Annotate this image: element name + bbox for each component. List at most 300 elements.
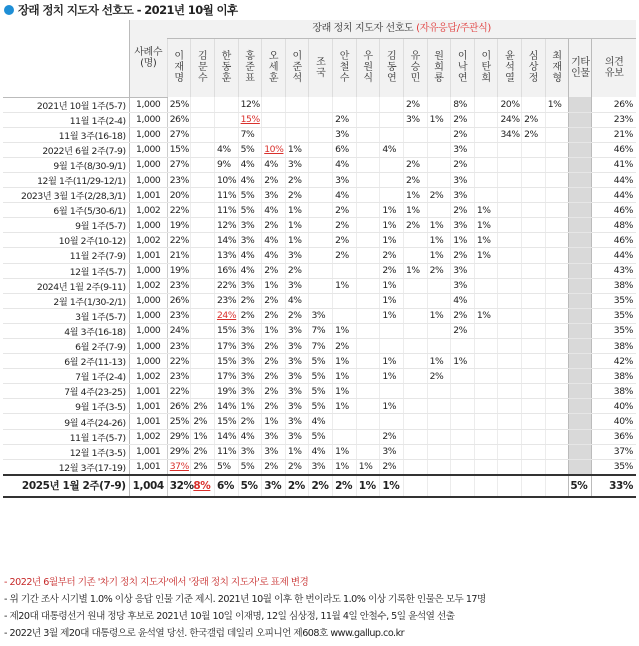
cell-hong-joonpyo: 3% — [238, 233, 262, 248]
row-sample-size: 1,000 — [129, 354, 167, 369]
cell-lee-nakyon — [451, 459, 475, 475]
cell-choi-jaehyung — [545, 263, 569, 278]
cell-kim-moonsoo — [191, 112, 215, 127]
cell-kim-dongyeon: 1% — [380, 233, 404, 248]
cell-han-donghoon: 11% — [214, 188, 238, 203]
cell-choi-jaehyung — [545, 172, 569, 187]
cell-han-donghoon: 12% — [214, 218, 238, 233]
candidate-header-hong-joonpyo: 홍 준 표 — [238, 38, 262, 97]
cell-cho-kuk — [309, 278, 333, 293]
cell-sim-sangjung — [522, 339, 546, 354]
cell-ahn-cheolsoo: 2% — [333, 233, 357, 248]
cell-kim-moonsoo — [191, 308, 215, 323]
cell-ahn-cheolsoo: 1% — [333, 399, 357, 414]
cell-ahn-cheolsoo: 2% — [333, 112, 357, 127]
row-period-label: 11월 2주(7-9) — [3, 248, 129, 263]
cell-lee-junseok: 3% — [285, 384, 309, 399]
row-period-label: 2022년 6월 2주(7-9) — [3, 142, 129, 157]
cell-lee-junseok: 3% — [285, 369, 309, 384]
cell-misc-person — [569, 127, 592, 142]
cell-oh-sehoon: 2% — [262, 308, 286, 323]
cell-lee-junseok: 3% — [285, 414, 309, 429]
cell-han-donghoon: 14% — [214, 399, 238, 414]
cell-kim-dongyeon: 2% — [380, 263, 404, 278]
row-period-label: 4월 3주(16-18) — [3, 323, 129, 338]
cell-hong-joonpyo: 3% — [238, 354, 262, 369]
cell-cho-kuk: 3% — [309, 308, 333, 323]
cell-lee-junseok: 2% — [285, 475, 309, 497]
cell-misc-person — [569, 278, 592, 293]
cell-han-donghoon: 14% — [214, 233, 238, 248]
cell-yoo-seungmin: 3% — [403, 112, 427, 127]
cell-misc-person — [569, 263, 592, 278]
cell-lee-nakyon — [451, 414, 475, 429]
table-row — [3, 188, 636, 203]
cell-lee-tanhee: 1% — [474, 308, 498, 323]
cell-yoon-sukyeol — [498, 278, 522, 293]
cell-oh-sehoon — [262, 112, 286, 127]
row-sample-size: 1,002 — [129, 203, 167, 218]
cell-sim-sangjung — [522, 444, 546, 459]
cell-han-donghoon: 15% — [214, 354, 238, 369]
row-sample-size: 1,000 — [129, 172, 167, 187]
cell-han-donghoon: 24% — [214, 308, 238, 323]
cell-ahn-cheolsoo — [333, 429, 357, 444]
cell-oh-sehoon: 2% — [262, 354, 286, 369]
cell-kim-dongyeon — [380, 384, 404, 399]
cell-lee-tanhee — [474, 142, 498, 157]
cell-hong-joonpyo: 12% — [238, 97, 262, 112]
cell-han-donghoon: 13% — [214, 248, 238, 263]
cell-lee-junseok: 3% — [285, 339, 309, 354]
cell-kim-dongyeon: 3% — [380, 444, 404, 459]
cell-yoon-sukyeol — [498, 459, 522, 475]
cell-lee-junseok: 2% — [285, 308, 309, 323]
cell-hong-joonpyo: 5% — [238, 459, 262, 475]
table-row — [3, 369, 636, 384]
cell-sim-sangjung — [522, 203, 546, 218]
candidate-header-lee-jaemyung: 이 재 명 — [167, 38, 191, 97]
cell-sim-sangjung — [522, 308, 546, 323]
cell-cho-kuk: 5% — [309, 384, 333, 399]
cell-won-heeryong — [427, 172, 451, 187]
cell-lee-tanhee — [474, 444, 498, 459]
cell-ahn-cheolsoo: 1% — [333, 459, 357, 475]
cell-oh-sehoon: 2% — [262, 384, 286, 399]
footnote-criteria: - 위 기간 조사 시기별 1.0% 이상 응답 인물 기준 제시. 2021년 10월 이후 한 번이라도 1.0% 이상 기록한 인물은 모두 17명 — [4, 594, 486, 605]
row-sample-size: 1,002 — [129, 429, 167, 444]
cell-lee-nakyon: 2% — [451, 127, 475, 142]
cell-lee-junseok: 3% — [285, 323, 309, 338]
cell-won-heeryong — [427, 384, 451, 399]
cell-oh-sehoon: 2% — [262, 459, 286, 475]
cell-kim-moonsoo — [191, 293, 215, 308]
cell-sim-sangjung — [522, 429, 546, 444]
table-row — [3, 203, 636, 218]
cell-ahn-cheolsoo: 1% — [333, 323, 357, 338]
cell-misc-person: 5% — [569, 475, 592, 497]
cell-lee-jaemyung: 22% — [167, 384, 191, 399]
cell-opinion-reserved: 42% — [592, 354, 636, 369]
cell-choi-jaehyung — [545, 475, 569, 497]
cell-lee-nakyon: 3% — [451, 172, 475, 187]
cell-misc-person — [569, 399, 592, 414]
cell-opinion-reserved: 46% — [592, 233, 636, 248]
cell-won-heeryong — [427, 157, 451, 172]
cell-han-donghoon: 6% — [214, 475, 238, 497]
opinion-reserved-header: 의견 유보 — [592, 38, 636, 97]
cell-misc-person — [569, 444, 592, 459]
cell-lee-tanhee — [474, 369, 498, 384]
cell-lee-junseok: 3% — [285, 248, 309, 263]
cell-yoon-sukyeol — [498, 142, 522, 157]
row-sample-size: 1,004 — [129, 475, 167, 497]
cell-sim-sangjung — [522, 399, 546, 414]
cell-lee-jaemyung: 27% — [167, 157, 191, 172]
cell-kim-moonsoo — [191, 339, 215, 354]
cell-han-donghoon — [214, 112, 238, 127]
cell-opinion-reserved: 35% — [592, 308, 636, 323]
cell-oh-sehoon: 1% — [262, 323, 286, 338]
cell-lee-jaemyung: 25% — [167, 97, 191, 112]
cell-oh-sehoon: 2% — [262, 339, 286, 354]
row-period-label: 2024년 1월 2주(9-11) — [3, 278, 129, 293]
cell-lee-jaemyung: 25% — [167, 414, 191, 429]
cell-han-donghoon — [214, 97, 238, 112]
cell-sim-sangjung — [522, 384, 546, 399]
cell-han-donghoon: 17% — [214, 369, 238, 384]
cell-won-heeryong — [427, 429, 451, 444]
cell-lee-nakyon: 1% — [451, 233, 475, 248]
cell-choi-jaehyung — [545, 339, 569, 354]
cell-opinion-reserved: 38% — [592, 369, 636, 384]
cell-kim-moonsoo: 2% — [191, 444, 215, 459]
cell-won-heeryong: 1% — [427, 218, 451, 233]
cell-lee-nakyon — [451, 444, 475, 459]
row-sample-size: 1,000 — [129, 339, 167, 354]
cell-choi-jaehyung — [545, 459, 569, 475]
cell-choi-jaehyung — [545, 112, 569, 127]
cell-woo-wonshik — [356, 203, 380, 218]
cell-cho-kuk — [309, 188, 333, 203]
cell-kim-dongyeon: 1% — [380, 293, 404, 308]
cell-hong-joonpyo: 2% — [238, 308, 262, 323]
cell-lee-jaemyung: 19% — [167, 263, 191, 278]
cell-yoo-seungmin: 1% — [403, 263, 427, 278]
cell-oh-sehoon: 1% — [262, 278, 286, 293]
cell-yoon-sukyeol: 34% — [498, 127, 522, 142]
cell-yoo-seungmin — [403, 127, 427, 142]
cell-yoo-seungmin — [403, 429, 427, 444]
cell-woo-wonshik — [356, 142, 380, 157]
cell-kim-moonsoo — [191, 354, 215, 369]
cell-lee-tanhee: 1% — [474, 248, 498, 263]
cell-kim-moonsoo — [191, 157, 215, 172]
cell-cho-kuk — [309, 233, 333, 248]
cell-won-heeryong: 2% — [427, 188, 451, 203]
row-sample-size: 1,001 — [129, 384, 167, 399]
cell-lee-tanhee — [474, 188, 498, 203]
cell-yoon-sukyeol: 24% — [498, 112, 522, 127]
cell-lee-junseok — [285, 97, 309, 112]
cell-ahn-cheolsoo: 3% — [333, 127, 357, 142]
cell-sim-sangjung — [522, 369, 546, 384]
cell-cho-kuk — [309, 248, 333, 263]
cell-opinion-reserved: 44% — [592, 172, 636, 187]
cell-kim-dongyeon — [380, 188, 404, 203]
candidate-header-kim-dongyeon: 김 동 연 — [380, 38, 404, 97]
table-row — [3, 218, 636, 233]
cell-cho-kuk: 5% — [309, 369, 333, 384]
cell-sim-sangjung — [522, 188, 546, 203]
cell-oh-sehoon: 2% — [262, 293, 286, 308]
cell-choi-jaehyung — [545, 384, 569, 399]
cell-lee-jaemyung: 27% — [167, 127, 191, 142]
cell-woo-wonshik — [356, 323, 380, 338]
cell-kim-moonsoo — [191, 263, 215, 278]
cell-opinion-reserved: 40% — [592, 414, 636, 429]
cell-lee-nakyon — [451, 429, 475, 444]
cell-opinion-reserved: 40% — [592, 399, 636, 414]
cell-han-donghoon: 16% — [214, 263, 238, 278]
cell-woo-wonshik — [356, 218, 380, 233]
cell-kim-dongyeon: 1% — [380, 203, 404, 218]
cell-cho-kuk: 4% — [309, 444, 333, 459]
cell-opinion-reserved: 37% — [592, 444, 636, 459]
cell-woo-wonshik — [356, 399, 380, 414]
row-period-label: 12월 3주(17-19) — [3, 459, 129, 475]
cell-woo-wonshik — [356, 172, 380, 187]
cell-lee-jaemyung: 22% — [167, 203, 191, 218]
table-row — [3, 142, 636, 157]
cell-won-heeryong — [427, 399, 451, 414]
cell-lee-jaemyung: 22% — [167, 233, 191, 248]
cell-sim-sangjung — [522, 233, 546, 248]
cell-han-donghoon: 17% — [214, 339, 238, 354]
cell-woo-wonshik — [356, 293, 380, 308]
cell-woo-wonshik — [356, 97, 380, 112]
cell-han-donghoon: 9% — [214, 157, 238, 172]
cell-hong-joonpyo: 4% — [238, 248, 262, 263]
cell-hong-joonpyo: 7% — [238, 127, 262, 142]
table-row — [3, 339, 636, 354]
cell-yoo-seungmin — [403, 354, 427, 369]
cell-lee-nakyon: 3% — [451, 278, 475, 293]
cell-won-heeryong — [427, 414, 451, 429]
cell-cho-kuk — [309, 142, 333, 157]
cell-hong-joonpyo: 4% — [238, 157, 262, 172]
cell-lee-nakyon: 2% — [451, 203, 475, 218]
cell-lee-junseok: 1% — [285, 203, 309, 218]
cell-lee-junseok: 3% — [285, 354, 309, 369]
cell-yoon-sukyeol — [498, 293, 522, 308]
cell-oh-sehoon: 3% — [262, 429, 286, 444]
row-sample-size: 1,000 — [129, 218, 167, 233]
table-row — [3, 414, 636, 429]
cell-sim-sangjung: 2% — [522, 112, 546, 127]
row-period-label: 11월 3주(16-18) — [3, 127, 129, 142]
candidate-header-han-donghoon: 한 동 훈 — [214, 38, 238, 97]
cell-ahn-cheolsoo: 1% — [333, 444, 357, 459]
cell-han-donghoon: 23% — [214, 293, 238, 308]
cell-misc-person — [569, 142, 592, 157]
final-row — [3, 475, 636, 497]
row-period-label: 2월 1주(1/30-2/1) — [3, 293, 129, 308]
table-row — [3, 278, 636, 293]
cell-kim-dongyeon — [380, 97, 404, 112]
cell-cho-kuk: 2% — [309, 475, 333, 497]
row-period-label: 10월 2주(10-12) — [3, 233, 129, 248]
cell-woo-wonshik — [356, 384, 380, 399]
cell-lee-jaemyung: 24% — [167, 323, 191, 338]
cell-kim-dongyeon: 1% — [380, 475, 404, 497]
cell-yoo-seungmin: 1% — [403, 188, 427, 203]
cell-ahn-cheolsoo — [333, 97, 357, 112]
cell-won-heeryong — [427, 97, 451, 112]
row-period-label: 11월 1주(2-4) — [3, 112, 129, 127]
cell-opinion-reserved: 44% — [592, 188, 636, 203]
candidate-header-yoon-sukyeol: 윤 석 열 — [498, 38, 522, 97]
cell-oh-sehoon — [262, 127, 286, 142]
cell-han-donghoon — [214, 127, 238, 142]
cell-kim-dongyeon: 1% — [380, 218, 404, 233]
candidate-header-oh-sehoon: 오 세 훈 — [262, 38, 286, 97]
table-row — [3, 233, 636, 248]
cell-lee-junseok: 3% — [285, 157, 309, 172]
cell-won-heeryong: 1% — [427, 248, 451, 263]
cell-opinion-reserved: 46% — [592, 203, 636, 218]
cell-oh-sehoon: 2% — [262, 369, 286, 384]
cell-ahn-cheolsoo — [333, 308, 357, 323]
row-period-label: 9월 4주(24-26) — [3, 414, 129, 429]
cell-lee-nakyon: 2% — [451, 157, 475, 172]
cell-lee-tanhee — [474, 278, 498, 293]
table-row — [3, 384, 636, 399]
cell-oh-sehoon — [262, 97, 286, 112]
cell-lee-jaemyung: 26% — [167, 112, 191, 127]
cell-lee-jaemyung: 32% — [167, 475, 191, 497]
candidate-header-woo-wonshik: 우 원 식 — [356, 38, 380, 97]
cell-sim-sangjung — [522, 263, 546, 278]
cell-misc-person — [569, 323, 592, 338]
cell-choi-jaehyung — [545, 127, 569, 142]
cell-choi-jaehyung — [545, 444, 569, 459]
cell-lee-jaemyung: 15% — [167, 142, 191, 157]
row-sample-size: 1,000 — [129, 263, 167, 278]
cell-lee-junseok: 2% — [285, 172, 309, 187]
cell-woo-wonshik — [356, 112, 380, 127]
cell-kim-moonsoo: 2% — [191, 459, 215, 475]
cell-lee-tanhee — [474, 339, 498, 354]
cell-kim-dongyeon: 2% — [380, 429, 404, 444]
cell-yoon-sukyeol — [498, 172, 522, 187]
cell-lee-jaemyung: 23% — [167, 278, 191, 293]
candidate-header-sim-sangjung: 심 상 정 — [522, 38, 546, 97]
cell-misc-person — [569, 188, 592, 203]
cell-opinion-reserved: 26% — [592, 97, 636, 112]
cell-hong-joonpyo: 2% — [238, 293, 262, 308]
cell-lee-tanhee — [474, 112, 498, 127]
cell-kim-dongyeon — [380, 112, 404, 127]
candidate-header-lee-junseok: 이 준 석 — [285, 38, 309, 97]
cell-han-donghoon: 11% — [214, 203, 238, 218]
cell-hong-joonpyo: 4% — [238, 429, 262, 444]
cell-lee-jaemyung: 37% — [167, 459, 191, 475]
cell-choi-jaehyung — [545, 248, 569, 263]
cell-lee-nakyon: 3% — [451, 142, 475, 157]
cell-choi-jaehyung — [545, 142, 569, 157]
cell-yoon-sukyeol — [498, 354, 522, 369]
cell-lee-nakyon — [451, 339, 475, 354]
cell-won-heeryong: 1% — [427, 308, 451, 323]
cell-sim-sangjung — [522, 475, 546, 497]
row-sample-size: 1,000 — [129, 157, 167, 172]
cell-yoo-seungmin — [403, 339, 427, 354]
preference-table — [3, 20, 636, 498]
row-period-label: 9월 1주(5-7) — [3, 218, 129, 233]
candidate-header-yoo-seungmin: 유 승 민 — [403, 38, 427, 97]
cell-kim-dongyeon — [380, 172, 404, 187]
cell-kim-dongyeon: 1% — [380, 278, 404, 293]
candidate-header-cho-kuk: 조 국 — [309, 38, 333, 97]
cell-yoo-seungmin — [403, 414, 427, 429]
cell-ahn-cheolsoo: 1% — [333, 384, 357, 399]
cell-yoon-sukyeol — [498, 369, 522, 384]
cell-lee-junseok: 2% — [285, 459, 309, 475]
cell-lee-nakyon: 2% — [451, 112, 475, 127]
cell-oh-sehoon: 4% — [262, 203, 286, 218]
table-body — [3, 97, 636, 497]
cell-oh-sehoon: 2% — [262, 218, 286, 233]
cell-kim-moonsoo: 8% — [191, 475, 215, 497]
row-sample-size: 1,000 — [129, 142, 167, 157]
cell-yoo-seungmin — [403, 233, 427, 248]
cell-misc-person — [569, 172, 592, 187]
cell-yoo-seungmin: 2% — [403, 157, 427, 172]
cell-cho-kuk: 5% — [309, 429, 333, 444]
cell-lee-tanhee — [474, 263, 498, 278]
cell-yoon-sukyeol — [498, 157, 522, 172]
table-header — [3, 20, 636, 97]
header-blank-cell — [3, 20, 129, 97]
cell-lee-tanhee — [474, 323, 498, 338]
cell-oh-sehoon: 10% — [262, 142, 286, 157]
cell-cho-kuk: 7% — [309, 339, 333, 354]
cell-won-heeryong: 2% — [427, 369, 451, 384]
row-sample-size: 1,002 — [129, 233, 167, 248]
cell-misc-person — [569, 233, 592, 248]
cell-lee-tanhee — [474, 429, 498, 444]
cell-lee-jaemyung: 21% — [167, 248, 191, 263]
table-row — [3, 248, 636, 263]
cell-won-heeryong — [427, 142, 451, 157]
cell-hong-joonpyo: 5% — [238, 203, 262, 218]
cell-misc-person — [569, 369, 592, 384]
cell-opinion-reserved: 23% — [592, 112, 636, 127]
cell-yoo-seungmin: 2% — [403, 218, 427, 233]
cell-woo-wonshik — [356, 233, 380, 248]
cell-opinion-reserved: 35% — [592, 323, 636, 338]
cell-lee-junseok: 1% — [285, 142, 309, 157]
cell-han-donghoon: 15% — [214, 323, 238, 338]
cell-kim-moonsoo — [191, 369, 215, 384]
cell-opinion-reserved: 35% — [592, 293, 636, 308]
cell-hong-joonpyo: 3% — [238, 369, 262, 384]
candidate-header-ahn-cheolsoo: 안 철 수 — [333, 38, 357, 97]
cell-lee-jaemyung: 23% — [167, 308, 191, 323]
cell-misc-person — [569, 248, 592, 263]
table-row — [3, 308, 636, 323]
